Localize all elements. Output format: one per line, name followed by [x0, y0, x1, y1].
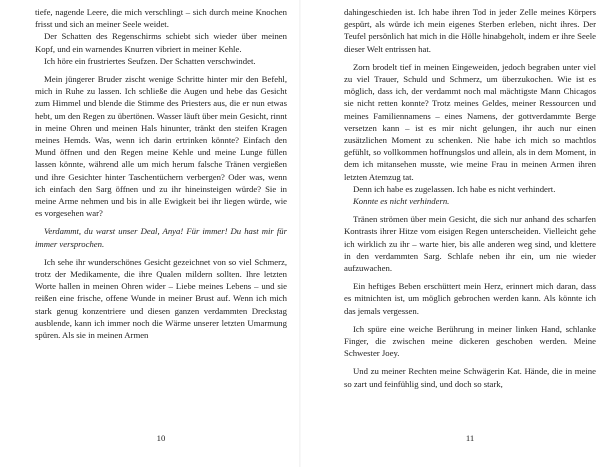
- paragraph: Der Schatten des Regenschirms schiebt sich wieder über meinen Kopf, und ein warnendes Knurren vibriert in meiner Kehle.: [35, 31, 287, 54]
- paragraph: Tränen strömen über mein Gesicht, die sich nur anhand des scharfen Kontrasts ihrer Hitze vom eisigen Regen unterscheiden. Vielleicht gehe ich wirklich zu ihr – warte hier, bis alle anderen weg sind, und klettere in den verdammten Sarg. Schlafe neben ihr ein, um nie wieder aufzuwachen.: [344, 214, 596, 274]
- right-page: [344, 6, 596, 390]
- book-gutter: [299, 0, 301, 467]
- paragraph: Ich höre ein frustriertes Seufzen. Der Schatten verschwindet.: [44, 55, 256, 66]
- paragraph-italic: Konnte es nicht verhindern.: [353, 196, 450, 207]
- paragraph: Und zu meiner Rechten meine Schwägerin Kat. Hände, die in meine so zart und feinfühlig sind, und doch so stark,: [344, 366, 596, 389]
- page-number-right: 11: [465, 433, 475, 443]
- paragraph-italic: Verdammt, du warst unser Deal, Anya! Für immer! Du hast mir für immer versprochen.: [35, 226, 287, 249]
- paragraph: tiefe, nagende Leere, die mich verschlingt – sich durch meine Knochen frisst und sich an meiner Seele weidet.: [35, 7, 287, 30]
- paragraph: Ich spüre eine weiche Berührung in meiner linken Hand, schlanke Finger, die zwischen meine dickeren geschoben werden. Meine Schwester Joey.: [344, 323, 596, 359]
- paragraph: Mein jüngerer Bruder zischt wenige Schritte hinter mir den Befehl, mich in Ruhe zu lassen. Ich schließe die Augen und hebe das Gesicht zum Himmel und blende die Stimme des Priesters aus, die er nun etwas hebt, um den Regen zu übertönen. Wasser läuft über mein Gesicht, rinnt in meine Ohren und meinen Hals hinunter, tränkt den steifen Kragen meines Hemds. Was, wenn ich darin ertrinken könnte? Einfach den Mund öffnen und den Regen meine Kehle und meine Lunge füllen lassen könnte, während alle um mich herum falsche Tränen vergießen und ihre Gesichter hinter Taschentüchern verbergen? Oder was, wenn ich einfach den Sarg öffnen und zu ihr hineinsteigen würde? Sie in meine Arme nehmen und bis in alle Ewigkeit bei ihr liegen würde, wie es vorgesehen war?: [35, 74, 287, 219]
- paragraph: Denn ich habe es zugelassen. Ich habe es nicht verhindert.: [353, 183, 556, 194]
- paragraph: dahingeschieden ist. Ich habe ihren Tod in jeder Zelle meines Körpers gespürt, als würde ich mein eigenes Sterben erleben, nicht ihres. Der Teufel persönlich hat mich in die Hölle hinabgeholt, indem er ihre Seele dieser Welt entrissen hat.: [344, 7, 596, 54]
- paragraph: Zorn brodelt tief in meinen Eingeweiden, jedoch begraben unter viel zu viel Trauer, Schuld und Schmerz, um überzukochen. Wie ist es möglich, dass ich, der verdammt noch mal mächtigste Mann Chicagos sie nicht retten konnte? Trotz meines Geldes, meiner Ressourcen und meines Familiennamens – eines Namens, der gottverdammte Berge versetzen kann – ist es mir nicht gelungen, ihr auch nur einen zusätzlichen Moment zu schenken. Nie habe ich mich so machtlos gefühlt, so vollkommen hoffnungslos und allein, als in dem Moment, in dem ich mitansehen musste, wie meine Frau in meinen Armen ihren letzten Atemzug tat.: [344, 61, 596, 182]
- paragraph: Ein heftiges Beben erschüttert mein Herz, erinnert mich daran, dass es mitnichten ist, um möglich gebrochen werden kann. Als könnte ich das jemals vergessen.: [344, 281, 596, 316]
- left-page: [35, 6, 287, 341]
- paragraph: Ich sehe ihr wunderschönes Gesicht gezeichnet von so viel Schmerz, trotz der Medikamente, die ihre Qualen mildern sollten. Ihre letzten Worte hallen in meinen Ohren wider – Liebe meines Lebens – und sie reißen eine frische, offene Wunde in meiner Brust auf. Wenn ich mich stark genug konzentriere und diesen ganzen verdammten Dreckstag ausblende, kann ich immer noch die Wärme unserer letzten Umarmung spüren. Als sie in meinen Armen: [35, 256, 287, 341]
- page-number-left: 10: [156, 433, 166, 443]
